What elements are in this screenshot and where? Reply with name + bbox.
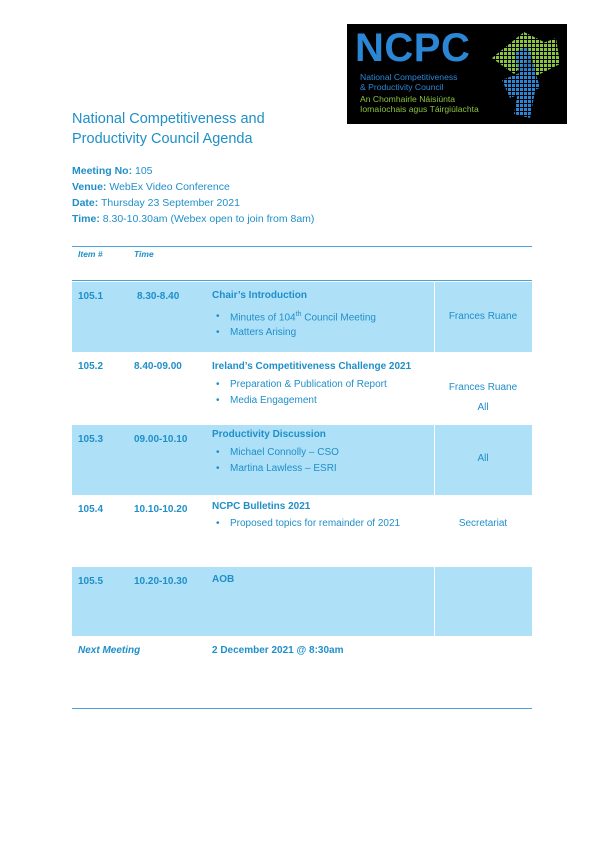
item-title: NCPC Bulletins 2021 bbox=[212, 501, 311, 512]
item-owner: Secretariat bbox=[458, 518, 508, 529]
header-time: Time bbox=[134, 249, 154, 259]
table-top-rule bbox=[72, 246, 532, 247]
bullet-text bbox=[230, 311, 376, 323]
logo-graphic-icon bbox=[484, 28, 564, 120]
ordinal-suffix: th bbox=[295, 311, 302, 318]
bullet-text: Media Engagement bbox=[230, 395, 317, 406]
item-time: 8.30-8.40 bbox=[137, 291, 180, 302]
agenda-row bbox=[72, 495, 532, 565]
bullet-text: Preparation & Publication of Report bbox=[230, 379, 387, 390]
item-time: 10.20-10.30 bbox=[134, 576, 188, 587]
column-divider bbox=[434, 567, 435, 636]
item-owner: Frances Ruane bbox=[448, 382, 518, 393]
meeting-number-label: Meeting No: bbox=[72, 165, 133, 177]
next-meeting-value: 2 December 2021 @ 8:30am bbox=[212, 645, 344, 656]
bullet-text-main: Minutes of 104 bbox=[230, 312, 296, 324]
time-label: Time: bbox=[72, 213, 100, 225]
item-number: 105.1 bbox=[78, 291, 104, 302]
item-number: 105.4 bbox=[78, 504, 104, 515]
meeting-number bbox=[72, 164, 153, 178]
meeting-time bbox=[72, 212, 314, 226]
item-number: 105.2 bbox=[78, 361, 104, 372]
bullet-text: Proposed topics for remainder of 2021 bbox=[230, 518, 401, 529]
page-title bbox=[72, 109, 265, 149]
title-line-2: Productivity Council Agenda bbox=[72, 131, 253, 147]
item-number: 105.3 bbox=[78, 434, 104, 445]
item-owner: Frances Ruane bbox=[448, 311, 518, 322]
logo-line-1: National Competitiveness bbox=[360, 72, 458, 82]
header-bottom-rule bbox=[72, 280, 532, 281]
logo-line-3: An Chomhairle Náisiúnta bbox=[360, 94, 456, 104]
venue-label: Venue: bbox=[72, 181, 107, 193]
meeting-number-value: 105 bbox=[135, 165, 153, 177]
venue-value: WebEx Video Conference bbox=[109, 181, 230, 193]
item-time: 10.10-10.20 bbox=[134, 504, 188, 515]
item-owner: All bbox=[477, 453, 489, 464]
item-time: 8.40-09.00 bbox=[134, 361, 182, 372]
item-title: Chair’s Introduction bbox=[212, 290, 307, 301]
meeting-date bbox=[72, 196, 240, 210]
bullet-text: Martina Lawless – ESRI bbox=[230, 463, 337, 474]
item-number: 105.5 bbox=[78, 576, 104, 587]
agenda-row bbox=[72, 282, 532, 352]
title-line-1: National Competitiveness and bbox=[72, 111, 265, 127]
item-title: Productivity Discussion bbox=[212, 429, 326, 440]
time-value: 8.30-10.30am (Webex open to join from 8am) bbox=[102, 213, 315, 225]
bullet-text-tail: Council Meeting bbox=[301, 312, 376, 324]
bullet-text: Michael Connolly – CSO bbox=[230, 447, 339, 458]
item-title: AOB bbox=[212, 574, 235, 585]
agenda-row bbox=[72, 352, 532, 424]
date-value: Thursday 23 September 2021 bbox=[101, 197, 240, 209]
item-time: 09.00-10.10 bbox=[134, 434, 188, 445]
date-label: Date: bbox=[72, 197, 99, 209]
ncpc-logo bbox=[347, 24, 567, 124]
logo-acronym: NCPC bbox=[355, 26, 471, 70]
agenda-row bbox=[72, 425, 532, 495]
item-title: Ireland’s Competitiveness Challenge 2021 bbox=[212, 361, 412, 372]
header-item: Item # bbox=[78, 249, 103, 259]
logo-line-2: & Productivity Council bbox=[360, 82, 444, 92]
next-meeting-label: Next Meeting bbox=[78, 645, 141, 656]
agenda-row bbox=[72, 567, 532, 636]
table-bottom-rule bbox=[72, 708, 532, 709]
logo-line-4: Iomaíochais agus Táirgiúlachta bbox=[360, 104, 479, 114]
bullet-text: Matters Arising bbox=[230, 327, 297, 338]
meeting-venue bbox=[72, 180, 230, 194]
item-owner: All bbox=[477, 402, 489, 413]
